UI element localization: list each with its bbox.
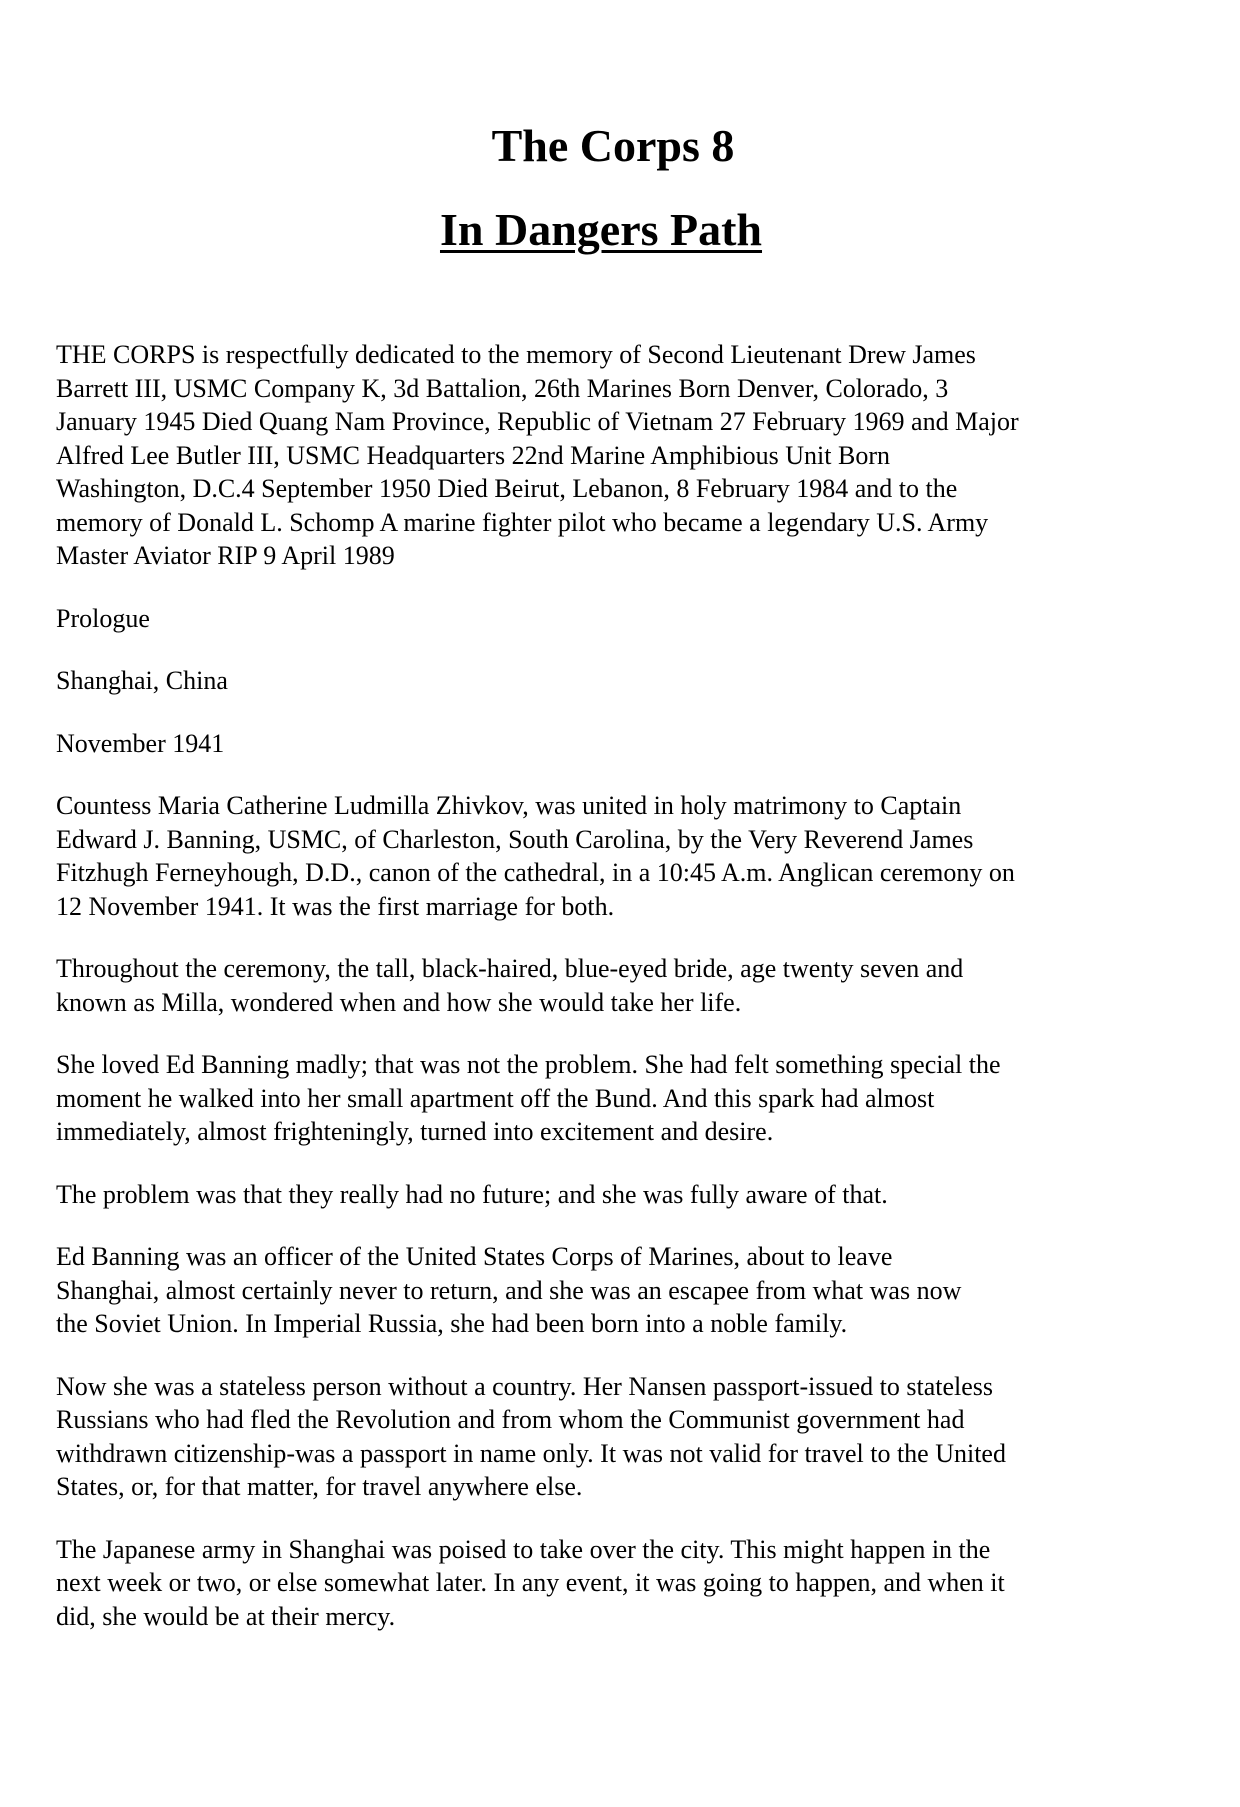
text-line: memory of Donald L. Schomp A marine fighter pilot who became a legendary U.S. Army bbox=[56, 507, 989, 537]
date-line bbox=[56, 727, 1146, 761]
text-line: January 1945 Died Quang Nam Province, Republic of Vietnam 27 February 1969 and Major bbox=[56, 407, 1019, 436]
text-line: withdrawn citizenship-was a passport in name only. It was not valid for travel to the United bbox=[56, 1438, 1006, 1468]
body-paragraph bbox=[56, 1178, 1146, 1212]
body-paragraph bbox=[56, 1048, 1146, 1149]
location-line bbox=[56, 664, 1146, 698]
body-text bbox=[56, 338, 1146, 1662]
text-line: Prologue bbox=[56, 603, 150, 633]
text-line: Shanghai, almost certainly never to return, and she was an escapee from what was now bbox=[56, 1275, 962, 1305]
text-line: THE CORPS is respectfully dedicated to the memory of Second Lieutenant Drew James bbox=[56, 340, 976, 369]
text-line: Master Aviator RIP 9 April 1989 bbox=[56, 541, 395, 570]
body-paragraph bbox=[56, 789, 1146, 923]
text-line: She loved Ed Banning madly; that was not the problem. She had felt something special the bbox=[56, 1050, 1001, 1079]
title-block bbox=[56, 104, 1146, 272]
text-line: Now she was a stateless person without a country. Her Nansen passport-issued to stateless bbox=[56, 1371, 994, 1401]
text-line: did, she would be at their mercy. bbox=[56, 1601, 396, 1631]
text-line: immediately, almost frighteningly, turned into excitement and desire. bbox=[56, 1117, 774, 1146]
text-line: Barrett III, USMC Company K, 3d Battalion, 26th Marines Born Denver, Colorado, 3 bbox=[56, 373, 949, 403]
book-subtitle: In Dangers Path bbox=[439, 204, 763, 255]
text-line: 12 November 1941. It was the first marriage for both. bbox=[56, 891, 615, 921]
body-paragraph bbox=[56, 1370, 1146, 1504]
text-line: November 1941 bbox=[56, 728, 225, 758]
text-line: known as Milla, wondered when and how she would take her life. bbox=[56, 987, 742, 1017]
book-title: The Corps 8 bbox=[491, 120, 735, 171]
prologue-heading bbox=[56, 602, 1146, 636]
text-line: Throughout the ceremony, the tall, black-haired, blue-eyed bride, age twenty seven and bbox=[56, 954, 964, 983]
text-line: Washington, D.C.4 September 1950 Died Beirut, Lebanon, 8 February 1984 and to the bbox=[56, 474, 958, 503]
text-line: Shanghai, China bbox=[56, 666, 228, 695]
dedication-paragraph bbox=[56, 338, 1146, 573]
body-paragraph bbox=[56, 1533, 1146, 1634]
text-line: The problem was that they really had no future; and she was fully aware of that. bbox=[56, 1179, 888, 1209]
text-line: The Japanese army in Shanghai was poised to take over the city. This might happen in the bbox=[56, 1534, 991, 1564]
text-line: Ed Banning was an officer of the United States Corps of Marines, about to leave bbox=[56, 1242, 893, 1271]
text-line: moment he walked into her small apartment off the Bund. And this spark had almost bbox=[56, 1083, 935, 1113]
text-line: Fitzhugh Ferneyhough, D.D., canon of the cathedral, in a 10:45 A.m. Anglican ceremony on bbox=[56, 858, 1015, 887]
text-line: Edward J. Banning, USMC, of Charleston, South Carolina, by the Very Reverend James bbox=[56, 824, 974, 854]
body-paragraph bbox=[56, 1240, 1146, 1341]
body-paragraph bbox=[56, 952, 1146, 1019]
text-line: States, or, for that matter, for travel anywhere else. bbox=[56, 1472, 583, 1501]
text-line: next week or two, or else somewhat later. In any event, it was going to happen, and when it bbox=[56, 1568, 1005, 1597]
text-line: Alfred Lee Butler III, USMC Headquarters 22nd Marine Amphibious Unit Born bbox=[56, 440, 891, 470]
text-line: Countess Maria Catherine Ludmilla Zhivkov, was united in holy matrimony to Captain bbox=[56, 791, 962, 820]
text-line: Russians who had fled the Revolution and from whom the Communist government had bbox=[56, 1405, 965, 1434]
text-line: the Soviet Union. In Imperial Russia, she had been born into a noble family. bbox=[56, 1309, 848, 1338]
